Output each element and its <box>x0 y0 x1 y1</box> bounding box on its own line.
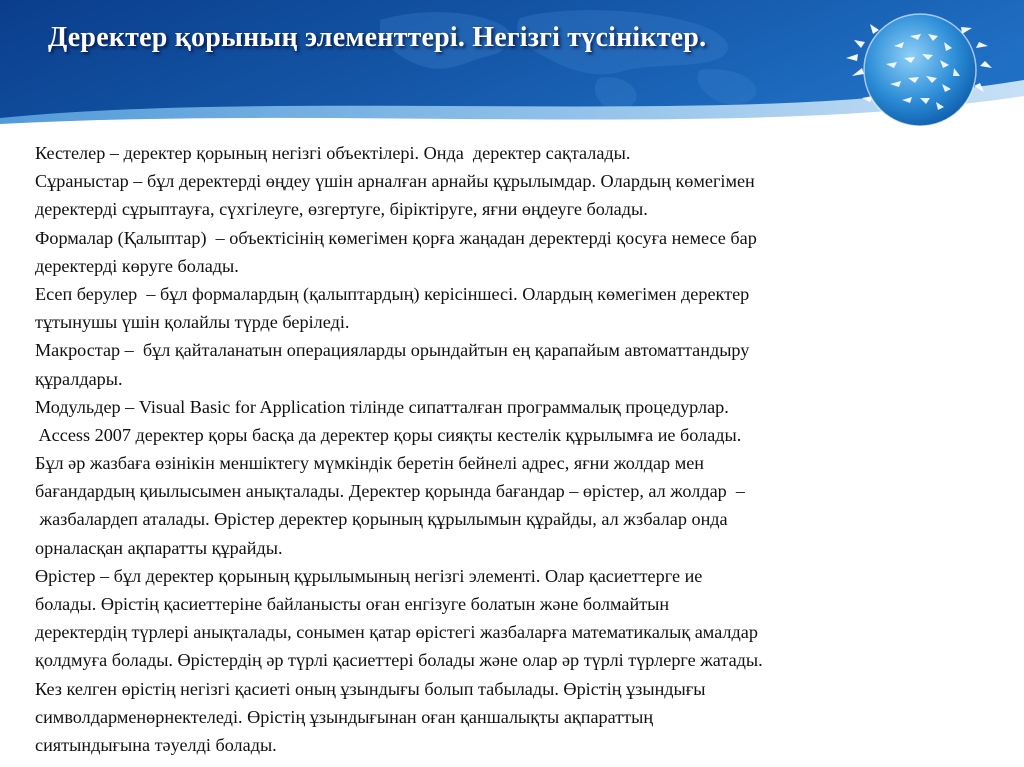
text-line: Сұраныстар – бұл деректерді өңдеу үшін арналған арнайы құрылымдар. Олардың көмегімен <box>35 171 755 192</box>
text-line: Бұл әр жазбаға өзінікін меншіктегу мүмкіндік беретін бейнелі адрес, яғни жолдар мен <box>35 453 705 474</box>
text-line: бағандардың қиылысымен анықталады. Деректер қорында бағандар – өрістер, ал жолдар – <box>35 481 745 502</box>
text-line: деректерді көруге болады. <box>35 255 239 276</box>
text-line: Макростар – бұл қайталанатын операцияларды орындайтын ең қарапайым автоматтандыру <box>35 340 750 361</box>
text-line: сиятындығына тәуелді болады. <box>35 734 277 755</box>
header-banner <box>0 0 1024 140</box>
text-line: Формалар (Қалыптар) – объектісінің көмегімен қорға жаңадан деректерді қосуға немесе бар <box>35 227 757 248</box>
text-line: тұтынушы үшін қолайлы түрде беріледі. <box>35 312 350 333</box>
text-line: жазбалардеп аталады. Өрістер деректер қорының құрылымын құрайды, ал жзбалар онда <box>35 509 728 530</box>
text-line: болады. Өрістің қасиеттеріне байланысты оған енгізуге болатын және болмайтын <box>35 594 670 614</box>
text-line: құралдары. <box>35 368 123 389</box>
text-line: орналасқан ақпаратты құрайды. <box>35 537 283 558</box>
text-line: Кез келген өрістің негізгі қасиеті оның ұзындығы болып табылады. Өрістің ұзындығы <box>35 678 706 699</box>
text-line: Кестелер – деректер қорының негізгі объектілері. Онда деректер сақталады. <box>35 143 631 163</box>
slide-title: Деректер қорының элементтері. Негізгі түсініктер. <box>48 22 707 53</box>
text-line: Есеп берулер – бұл формалардың (қалыптардың) керісіншесі. Олардың көмегімен деректер <box>35 283 750 304</box>
text-line: деректердің түрлері анықталады, сонымен қатар өрістегі жазбаларға математикалық амалдар <box>35 622 758 643</box>
text-line: қолдмуға болады. Өрістердің әр түрлі қасиеттері болады және олар әр түрлі түрлерге жатады. <box>35 650 763 671</box>
text-line: деректерді сұрыптауға, сүхгілеуге, өзгертуге, біріктіруге, яғни өңдеуге болады. <box>35 199 648 220</box>
text-line: Модульдер – Visual Basic for Application тілінде сипатталған программалық процедурлар. <box>35 396 729 417</box>
text-line: Access 2007 деректер қоры басқа да деректер қоры сияқты кестелік құрылымға ие болады. <box>35 424 742 445</box>
globe-icon <box>832 6 1008 134</box>
body-text <box>35 139 995 759</box>
text-line: Өрістер – бұл деректер қорының құрылымының негізгі элементі. Олар қасиеттерге ие <box>35 565 703 586</box>
text-line: символдарменөрнектеледі. Өрістің ұзындығынан оған қаншалықты ақпараттың <box>35 706 654 727</box>
